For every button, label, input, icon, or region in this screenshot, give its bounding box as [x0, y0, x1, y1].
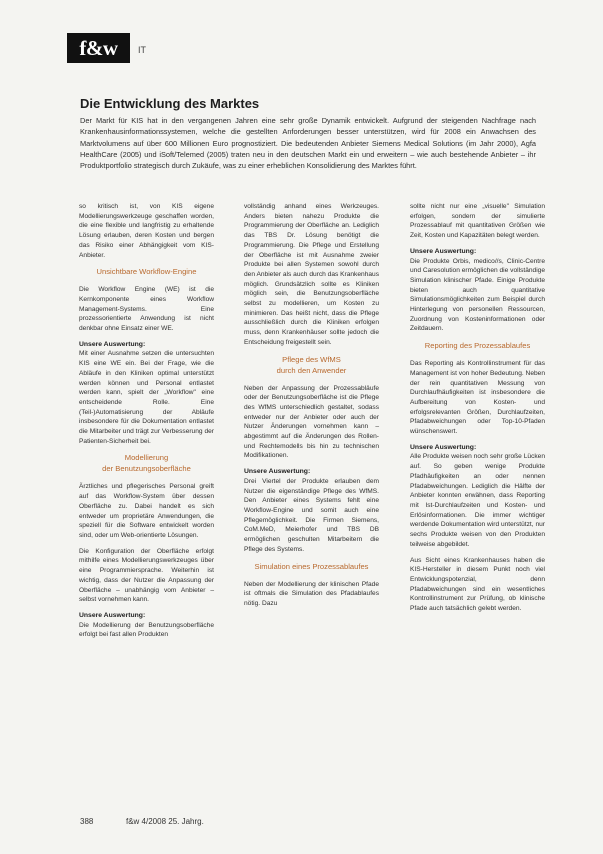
paragraph: Alle Produkte weisen noch sehr große Lücken auf. So geben wenige Produkte Pfadhäufigkeiten an oder nennen Pfadabweichungen. Lediglich die Hälfte der Anbieter konnten erwähnen, dass Reporting mit Ist-Durchlaufzeiten und Kosten- und Erlösinformationen. Die immer wichtiger werdende Dokumentation wird unterstützt, nur sechs Produkte weisen von den Produkten teilweise abgebildet. — [410, 453, 545, 548]
article-title: Die Entwicklung des Marktes — [80, 96, 260, 111]
subheading: Modellierung der Benutzungsoberfläche — [102, 453, 191, 474]
paragraph: Das Reporting als Kontrollinstrument für das Management ist von hoher Bedeutung. Neben der rein quantitativen Messung von Durchlaufhäufigkeiten ist insbesondere die Aufbereitung von Kosten- und erfolgsrelevanten Größen, Durchlaufzeiten, Pfadabweichungen oder Top-10-Pfaden wünschenswert. — [410, 360, 545, 436]
paragraph: Die Produkte Orbis, medico//s, Clinic-Centre und Caresolution ermöglichen die vollständige Simulation klinischer Pfade. Einige Produkte bieten auch quantitative Simulationsmöglichkeiten zum Beispiel durch Hinterlegung von personellen Ressourcen, Zuordnung von Kosteninformationen oder Zeitdauern. — [410, 257, 545, 333]
paragraph: Die Workflow Engine (WE) ist die Kernkomponente eines Workflow Management-Systems. Eine prozessorientierte Anwendung ist nicht denkbar ohne Einsatz einer WE. — [79, 286, 214, 333]
evaluation-label: Unsere Auswertung: — [410, 247, 477, 255]
evaluation-label: Unsere Auswertung: — [410, 443, 477, 451]
paragraph: Drei Viertel der Produkte erlauben dem Nutzer die eigenständige Pflege des WfMS. Den Anbieter eines Systems fehlt eine Workflow-Engine und somit auch eine Pflegemöglichkeit. Die Firmen Siemens, CoM.MeD, Meierhofer und TBS DB ermöglichen geschulten Mitarbeitern die Pflege des Systems. — [244, 477, 379, 553]
subheading: Reporting des Prozessablaufes — [424, 341, 531, 351]
column-1 — [79, 202, 214, 646]
paragraph: vollständig anhand eines Werkzeuges. Anders bieten nahezu Produkte die Programmierung der Oberfläche an. Lediglich das TBS Dr. Lösung benötigt die Programmierung. Die Pflege und Erstellung der Oberfläche ist mit Ausnahme zweier Produkte bei allen Systemen sowohl durch den Anbieter als auch durch das Krankenhaus möglich. Grundsätzlich sollte es Kliniken möglich sein, die Benutzungsoberfläche selbst zu modellieren, um Kosten zu minimieren. Das heißt nicht, dass die Pflege ausschließlich durch die Kliniken erfolgen muss, denn Krankenhäuser sollte jedoch die Entscheidung freigestellt sein. — [244, 203, 379, 346]
article-intro: Der Markt für KIS hat in den vergangenen Jahren eine sehr große Dynamik entwickelt. Aufgrund der steigenden Nachfrage nach Krankenhausinformationssystemen, welche die gestellten Anforderungen besser unterstützen, wird für 2008 ein Anwachsen des Marktvolumens auf über 600 Millionen Euro prognostiziert. Die bedeutenden Anbieter Siemens Medical Solutions (im Jahr 2000), Agfa HealthCare (2005) und iSoft/Telemed (2005) traten neu in den deutschen Markt ein und erweitern – wie auch bestehende Anbieter – ihr Produktportfolio strategisch durch Zukäufe, was zu einer erheblichen Konsolidierung des Marktes führt. — [80, 116, 536, 171]
paragraph: Die Modellierung der Benutzungsoberfläche erfolgt bei fast allen Produkten — [79, 621, 214, 639]
publication-logo: f&w — [67, 33, 130, 63]
column-3 — [410, 202, 545, 620]
paragraph: Neben der Modellierung der klinischen Pfade ist oftmals die Simulation des Pfadablaufes nötig. Dazu — [244, 580, 379, 607]
paragraph: Mit einer Ausnahme setzen die untersuchten KIS eine WE ein. Bei der Frage, wie die Abläufe in den Kliniken optimal unterstützt werden können und Personal entlastet werden kann, spielt der „Workflow" eine entscheidende Rolle. Eine (Teil-)Automatisierung der Abläufe insbesondere für die Dokumentation entlastet die Mitarbeiter und trägt zur Verbesserung der Patienten-Sicherheit bei. — [79, 350, 214, 445]
paragraph: sollte nicht nur eine „visuelle" Simulation erfolgen, sondern der simulierte Prozessablauf mit quantitativen Größen wie Zeit, Kosten und Kapazitäten belegt werden. — [410, 203, 545, 240]
evaluation-label: Unsere Auswertung: — [79, 340, 146, 348]
section-label: IT — [138, 45, 146, 55]
paragraph: Aus Sicht eines Krankenhauses haben die KIS-Hersteller in diesem Punkt noch viel Entwicklungspotenzial, denn Pfadabweichungen sind ein wesentliches Kontrollinstrument zur Prüfung, ob klinische Pfade auch tatsächlich gelebt werden. — [410, 556, 545, 613]
subheading: Unsichtbare Workflow-Engine — [96, 267, 197, 277]
paragraph: Neben der Anpassung der Prozessabläufe oder der Benutzungsoberfläche ist die Pflege des WfMS unterschiedlich gestaltet, sodass entweder nur der Anbieter oder auch der Nutzer Änderungen vornehmen kann – abgestimmt auf die Änderungen des Rollen- und Rechtemodells bis hin zu technischen Modifikationen. — [244, 384, 379, 460]
page-number: 388 — [80, 817, 94, 826]
paragraph: so kritisch ist, von KIS eigene Modellierungswerkzeuge geschaffen worden, die eine flexible und langfristig zu erhaltende Lösung erlauben, deren Kosten und bergen das Risiko einer Abhängigkeit vom KIS-Anbieter. — [79, 203, 214, 259]
paragraph: Ärztliches und pflegerisches Personal greift auf das Workflow-System über dessen Oberfläche zu. Dabei handelt es sich entweder um proprietäre Anwendungen, die speziell für die Software entwickelt worden sind, oder um Web-orientierte Lösungen. — [79, 483, 214, 539]
publication-info: f&w 4/2008 25. Jahrg. — [126, 817, 204, 826]
column-2 — [244, 202, 379, 615]
evaluation-label: Unsere Auswertung: — [79, 611, 146, 619]
evaluation-label: Unsere Auswertung: — [244, 468, 311, 476]
subheading: Pflege des WfMS durch den Anwender — [276, 354, 347, 375]
subheading: Simulation eines Prozessablaufes — [254, 561, 369, 571]
paragraph: Die Konfiguration der Oberfläche erfolgt mithilfe eines Modellierungswerkzeuges über eine Programmiersprache. Weiterhin ist wichtig, dass der Nutzer die Anpassung der Oberfläche – unabhängig vom Anbieter – selbst vornehmen kann. — [79, 547, 214, 604]
